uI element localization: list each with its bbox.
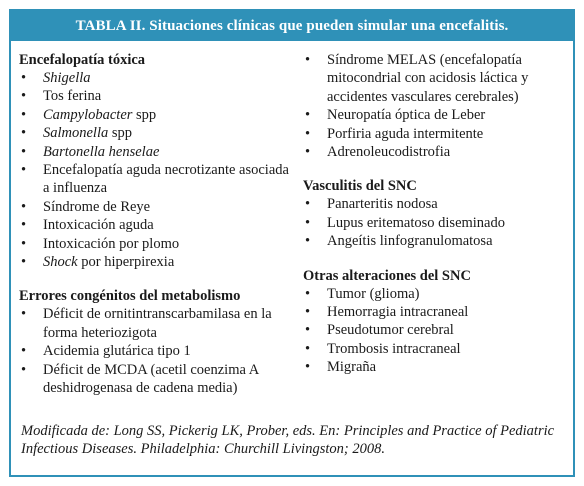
list-item: • Porfiria aguda intermitente (303, 125, 573, 143)
list-item: • Acidemia glutárica tipo 1 (19, 342, 294, 360)
table-frame (9, 9, 575, 477)
list-item: • Panarteritis nodosa (303, 195, 573, 213)
list-item: • Campylobacter spp (19, 106, 294, 124)
section-gap (303, 161, 573, 177)
list-item: • Intoxicación por plomo (19, 235, 294, 253)
table-footnote: Modificada de: Long SS, Pickerig LK, Prober, eds. En: Principles and Practice of Pediatric Infectious Diseases. Philadelphia: Churchill Livingston; 2008. (21, 423, 555, 458)
section-heading-metabolism: Errores congénitos del metabolismo (19, 288, 241, 305)
list-item: • Intoxicación aguda (19, 216, 294, 234)
list-item: • Migraña (303, 358, 573, 376)
list-item: • Neuropatía óptica de Leber (303, 106, 573, 124)
list-item: • Tumor (glioma) (303, 285, 573, 303)
list-item: • Hemorragia intracraneal (303, 303, 573, 321)
section-gap (303, 251, 573, 267)
list-item: • Angeítis linfogranulomatosa (303, 232, 573, 250)
section-heading-toxic: Encefalopatía tóxica (19, 52, 146, 68)
left-column (19, 51, 294, 398)
list-item: • Síndrome MELAS (encefalopatía mitocondrial con acidosis láctica y accidentes vasculares cerebrales) (303, 51, 573, 106)
metabolism-continued-list (303, 51, 573, 161)
list-item: • Déficit de ornitintranscarbamilasa en la forma heteriozigota (19, 305, 294, 342)
list-item: • Bartonella henselae (19, 143, 294, 161)
section-heading-vasculitis: Vasculitis del SNC (303, 178, 417, 195)
list-item: • Salmonella spp (19, 124, 294, 142)
list-item: • Pseudotumor cerebral (303, 321, 573, 339)
list-item: • Encefalopatía aguda necrotizante asociada a influenza (19, 161, 294, 198)
section-gap (19, 271, 294, 287)
table-title: TABLA II. Situaciones clínicas que pueden simular una encefalitis. (11, 11, 573, 41)
list-item: • Déficit de MCDA (acetil coenzima A deshidrogenasa de cadena media) (19, 361, 294, 398)
metabolism-list (19, 305, 294, 397)
section-heading-other: Otras alteraciones del SNC (303, 267, 471, 284)
list-item: • Adrenoleucodistrofia (303, 143, 573, 161)
right-column (303, 51, 573, 377)
list-item: • Tos ferina (19, 87, 294, 105)
toxic-list (19, 69, 294, 271)
list-item: • Lupus eritematoso diseminado (303, 214, 573, 232)
list-item: • Síndrome de Reye (19, 198, 294, 216)
other-list (303, 285, 573, 377)
list-item: • Trombosis intracraneal (303, 340, 573, 358)
list-item: • Shock por hiperpirexia (19, 253, 294, 271)
vasculitis-list (303, 195, 573, 250)
list-item: • Shigella (19, 69, 294, 87)
